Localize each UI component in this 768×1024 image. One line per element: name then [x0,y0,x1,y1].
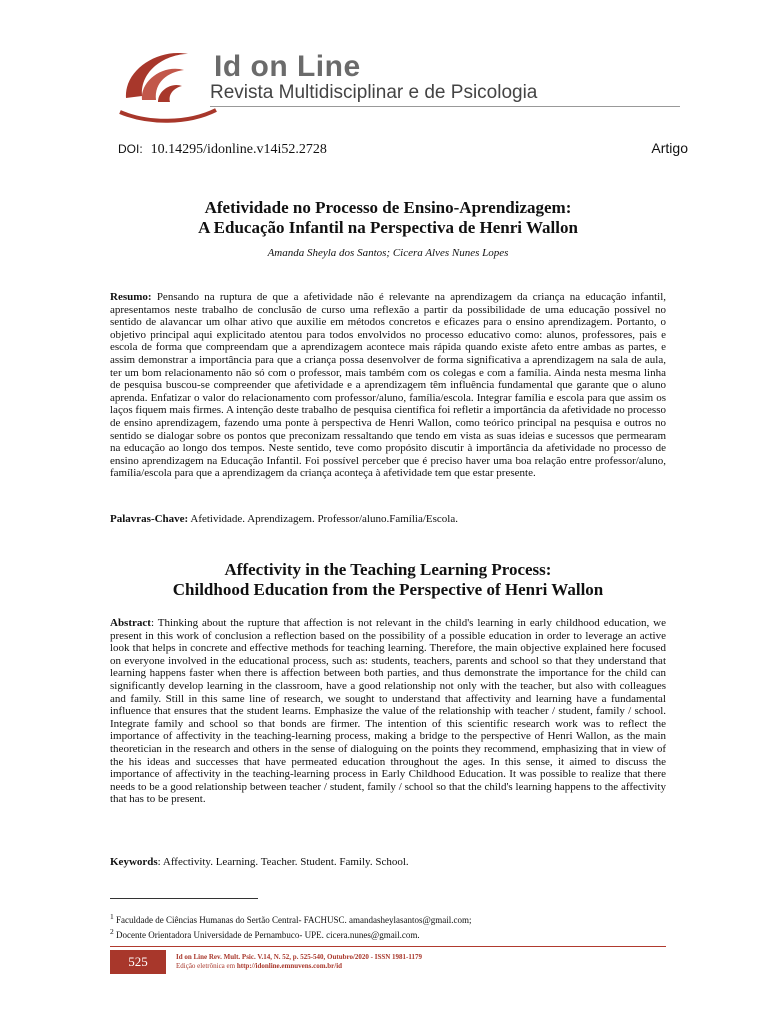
keywords-pt-label: Palavras-Chave: [110,513,189,525]
title-en-line2: Childhood Education from the Perspective of Henri Wallon [172,580,604,599]
title-pt [110,198,666,238]
abstract-en [110,617,666,806]
title-pt-line2: A Educação Infantil na Perspectiva de Henri Wallon [198,218,578,237]
doi-label: DOI: [118,142,143,156]
footnote-2-mark: 2 [110,927,114,936]
keywords-en [110,856,666,869]
authors: Amanda Sheyla dos Santos; Cicera Alves Nunes Lopes [267,247,509,259]
footnote-divider [110,898,258,899]
footnote-2 [110,926,666,941]
journal-subtitle: Revista Multidisciplinar e de Psicologia [210,82,538,103]
doi-row [118,140,688,160]
footer-citation [176,953,422,971]
footnote-1 [110,911,666,926]
footer-edition-label: Edição eletrônica em [176,962,236,970]
footnotes [110,911,666,941]
abstract-en-text: : Thinking about the rupture that affection is not relevant in the child's learning in early childhood education, we present in this work of conclusion a reflection based on the possibility of a possible education in order to leverage an active look that helps in concrete and effective methods for teaching learning. Therefore, the main objective explained here focused on everyone involved in the educational process, such as: students, teachers, parents and school so that they understand that learning happens faster when there is affection between both parties, and thus demonstrate the importance for the child can significantly develop learning in the classroom, have a good relationship not only with the teacher, but also with colleagues and family. Still in this same line of research, we sought to understand that affectivity and learning have a fundamental influence that ensures that the student learns. Emphasize the value of the relationship with teacher / student, family / school. Integrate family and school so that bonds are firmer. The intention of this scientific research work was to reflect the importance of affectivity in the teaching-learning process, making a bridge to the perspective of Henri Wallon, as the main theoretician in the research and others in the sense of dialoguing on the points they recommend, emphasizing that in view of the his ideas and successes that have permeated education throughout the ages. In this sense, it aimed to discuss the importance of affectivity in the teaching-learning process in Early Childhood Education. It was possible to realize that there needs to be a good relationship between teacher / student, family / school so that the child's learning happens to the affectivity that has to be present. [110,617,666,806]
journal-name: Id on Line [214,50,361,83]
footer-url-link[interactable]: http://idonline.emnuvens.com.br/id [236,962,343,970]
abstract-pt-text: Pensando na ruptura de que a afetividade não é relevante na aprendizagem da criança na educação infantil, apresentamos neste trabalho de conclusão de curso uma reflexão a partir da possibilidade de uma educação possível no sentido de alavancar um olhar ativo que auxilie em métodos concretos e eficazes para o ensino aprendizagem. Portanto, o objetivo principal aqui explicitado atentou para todos envolvidos no processo educativo como: alunos, professores, pais e escola de forma que compreendam que a aprendizagem acontece mais rápida quando existe afeto entre ambas as partes, e assim demonstrar a importância para que a criança possa desenvolver de forma significativa a aprendizagem na sala de aula, ter um bom relacionamento não só com o professor, mais também com os colegas e com a família. Ainda nesta mesma linha de pesquisa buscou-se compreender que afetividade e a aprendizagem têm influência fundamental que garante que o aluno aprenda. Enfatizar o valor do relacionamento com professor/aluno, família/escola. Integrar família e escola para que assim os laços fiquem mais firmes. A intenção deste trabalho de pesquisa científica foi refletir a importância da afetividade no processo de ensino aprendizagem, fazendo uma ponte à perspectiva de Henri Wallon, como teórico principal na pesquisa e outros no sentido se dialogar sobre os pontos que preconizam ressaltando que tendo em vista as suas ideias e sucessos que permearam na educação ao longo dos tempos. Neste sentido, teve como propósito discutir à importância da afetividade no processo de ensino aprendizagem na Educação Infantil. Foi possível perceber que é preciso haver uma boa relação entre professor/aluno, família/escola para que a aprendizagem da criança aconteça à afetividade tem que estar presente. [110,291,667,480]
title-pt-line1: Afetividade no Processo de Ensino-Aprendizagem: [204,198,572,217]
page-number: 525 [110,950,166,974]
footnote-1-mark: 1 [110,912,114,921]
keywords-pt-text: Afetividade. Aprendizagem. Professor/aluno.Família/Escola. [190,513,458,525]
footnote-1-text: Faculdade de Ciências Humanas do Sertão Central- FACHUSC. amandasheylasantos@gmail.com; [116,915,472,925]
doi-link[interactable]: 10.14295/idonline.v14i52.2728 [150,142,327,157]
footer-edition [176,962,422,971]
footnote-2-text: Docente Orientadora Universidade de Pernambuco- UPE. cicera.nunes@gmail.com. [116,930,420,940]
keywords-en-label: Keywords [110,856,158,868]
header-divider [210,106,680,107]
keywords-en-text: : Affectivity. Learning. Teacher. Student. Family. School. [157,856,409,868]
abstract-pt-label: Resumo: [110,291,152,303]
abstract-pt [110,291,666,480]
keywords-pt [110,513,666,526]
footer-divider [110,946,666,947]
title-en-line1: Affectivity in the Teaching Learning Process: [224,560,552,579]
footer-citation-text: Id on Line Rev. Mult. Psic. V.14, N. 52, p. 525-540, Outubro/2020 - ISSN 1981-1179 [176,953,423,961]
title-en [110,560,666,600]
journal-header [118,40,678,130]
abstract-en-label: Abstract [110,617,151,629]
swirl-logo-icon [118,40,218,130]
article-type: Artigo [651,140,688,156]
